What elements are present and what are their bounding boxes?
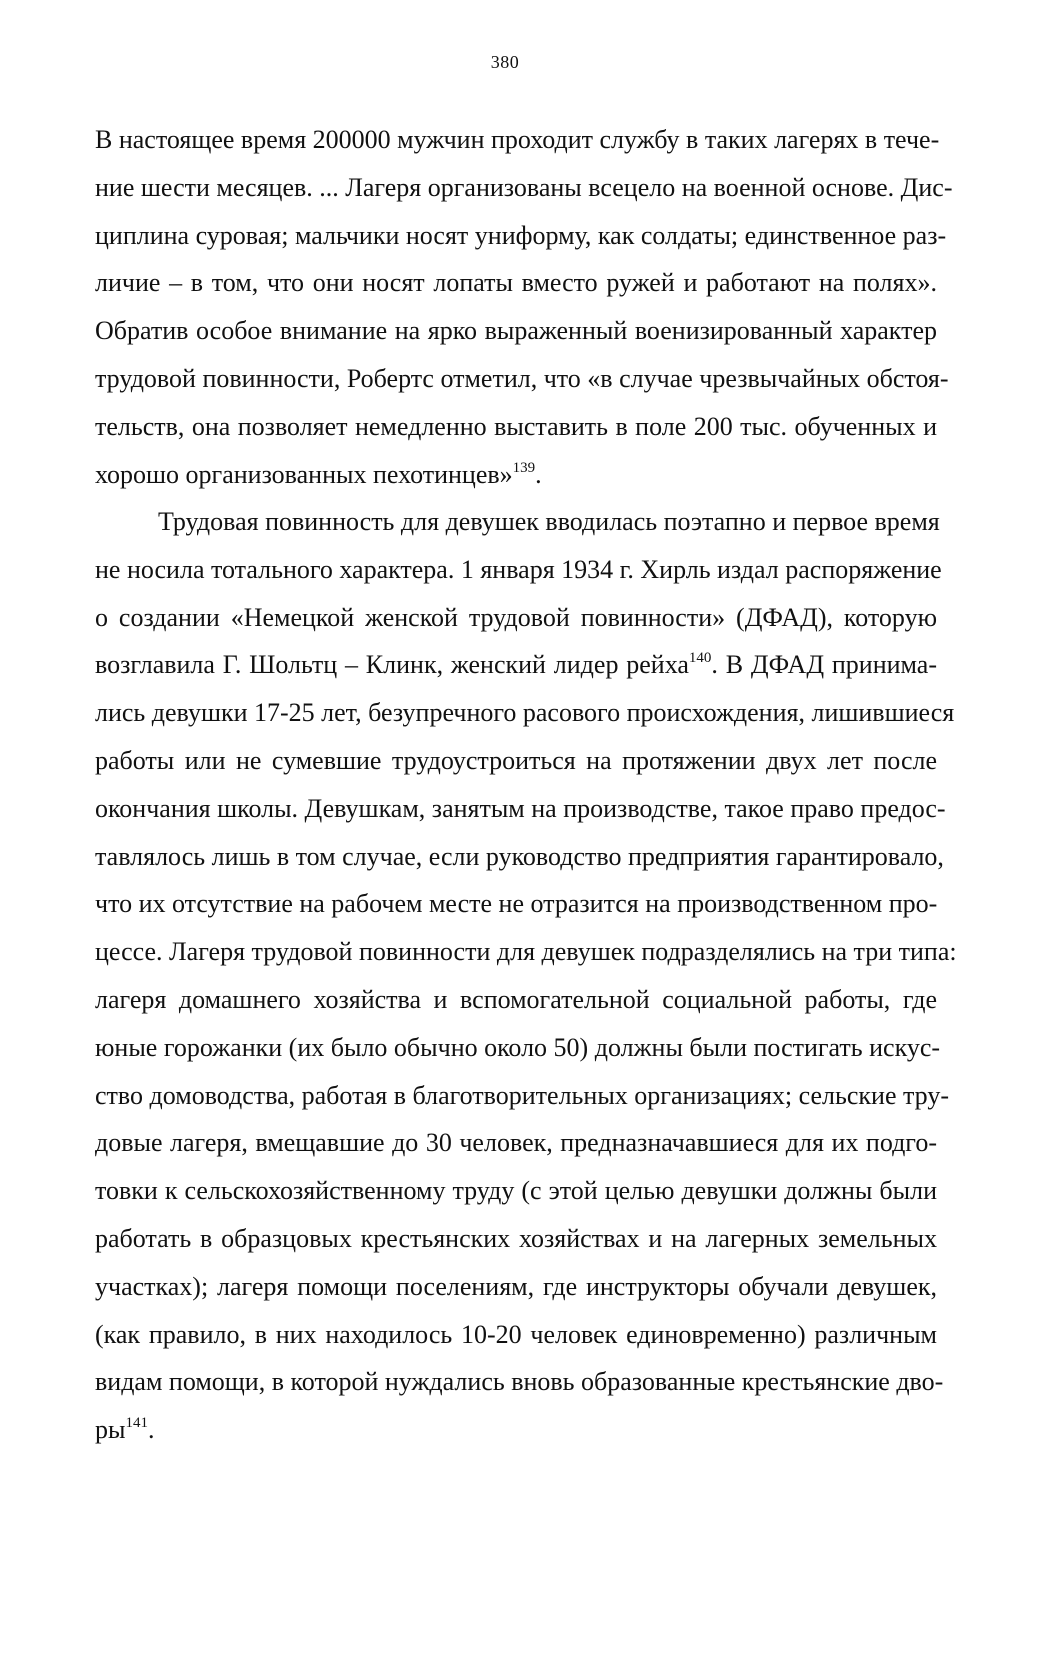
text-line: видам помощи, в которой нуждались вновь образованные крестьянские дво- <box>95 1367 944 1397</box>
line-end: . <box>147 1415 155 1445</box>
text-line: ство домоводства, работая в благотворительных организациях; сельские тру- <box>95 1080 949 1110</box>
text-line: тельств, она позволяет немедленно выставить в поле 200 тыс. обученных и <box>95 411 937 441</box>
line-end: . <box>535 459 542 489</box>
paragraph-2 <box>95 498 957 1454</box>
text-line: (как правило, в них находилось 10-20 человек единовременно) различным <box>95 1319 937 1349</box>
text-line: о создании «Немецкой женской трудовой повинности» (ДФАД), которую <box>95 602 937 632</box>
text-line: личие – в том, что они носят лопаты вместо ружей и работают на полях». <box>95 268 937 298</box>
text-line-last <box>95 451 937 499</box>
text-line: ние шести месяцев. ... Лагеря организованы всецело на военной основе. Дис- <box>95 172 953 202</box>
text-line: что их отсутствие на рабочем месте не отразится на производственном про- <box>95 889 938 919</box>
text-line: В настоящее время 200000 мужчин проходит службу в таких лагерях в тече- <box>95 125 940 154</box>
line-text-after: . В ДФАД принима- <box>711 650 937 680</box>
line-text: хорошо организованных пехотинцев» <box>95 459 513 489</box>
text-line: юные горожанки (их было обычно около 50) должны были постигать искус- <box>95 1032 941 1062</box>
paragraph-1 <box>95 116 953 498</box>
text-line: окончания школы. Девушкам, занятым на производстве, такое право предос- <box>95 793 946 823</box>
text-line: работы или не сумевшие трудоустроиться на протяжении двух лет после <box>95 745 937 775</box>
text-line: работать в образцовых крестьянских хозяйствах и на лагерных земельных <box>95 1223 937 1253</box>
text-line: трудовой повинности, Робертс отметил, что «в случае чрезвычайных обстоя- <box>95 363 949 393</box>
footnote-ref-141: 141 <box>125 1415 148 1432</box>
text-line: лагеря домашнего хозяйства и вспомогательной социальной работы, где <box>95 984 937 1014</box>
footnote-ref-140: 140 <box>688 650 712 667</box>
text-line: не носила тотального характера. 1 января 1934 г. Хирль издал распоряжение <box>95 554 942 584</box>
text-line: лись девушки 17-25 лет, безупречного расового происхождения, лишившиеся <box>95 698 955 728</box>
text-line-with-footnote <box>95 641 937 689</box>
line-text: ры <box>95 1415 126 1445</box>
text-line: циплина суровая; мальчики носят униформу, как солдаты; единственное раз- <box>95 220 947 250</box>
text-line-first: Трудовая повинность для девушек вводилась поэтапно и первое время <box>158 507 940 536</box>
text-line: цессе. Лагеря трудовой повинности для девушек подразделялись на три типа: <box>95 937 957 967</box>
line-text: возглавила Г. Шольтц – Клинк, женский лидер рейха <box>95 650 689 680</box>
text-line: Обратив особое внимание на ярко выраженный военизированный характер <box>95 316 937 346</box>
text-line: довые лагеря, вмещавшие до 30 человек, предназначавшиеся для их подго- <box>95 1128 937 1158</box>
footnote-ref-139: 139 <box>512 459 536 476</box>
text-line: тавлялось лишь в том случае, если руководство предприятия гарантировало, <box>95 841 944 871</box>
text-line: товки к сельскохозяйственному труду (с этой целью девушки должны были <box>95 1176 937 1206</box>
text-line-last <box>95 1406 937 1454</box>
page-number: 380 <box>490 52 520 72</box>
text-line: участках); лагеря помощи поселениям, где инструкторы обучали девушек, <box>95 1271 937 1301</box>
